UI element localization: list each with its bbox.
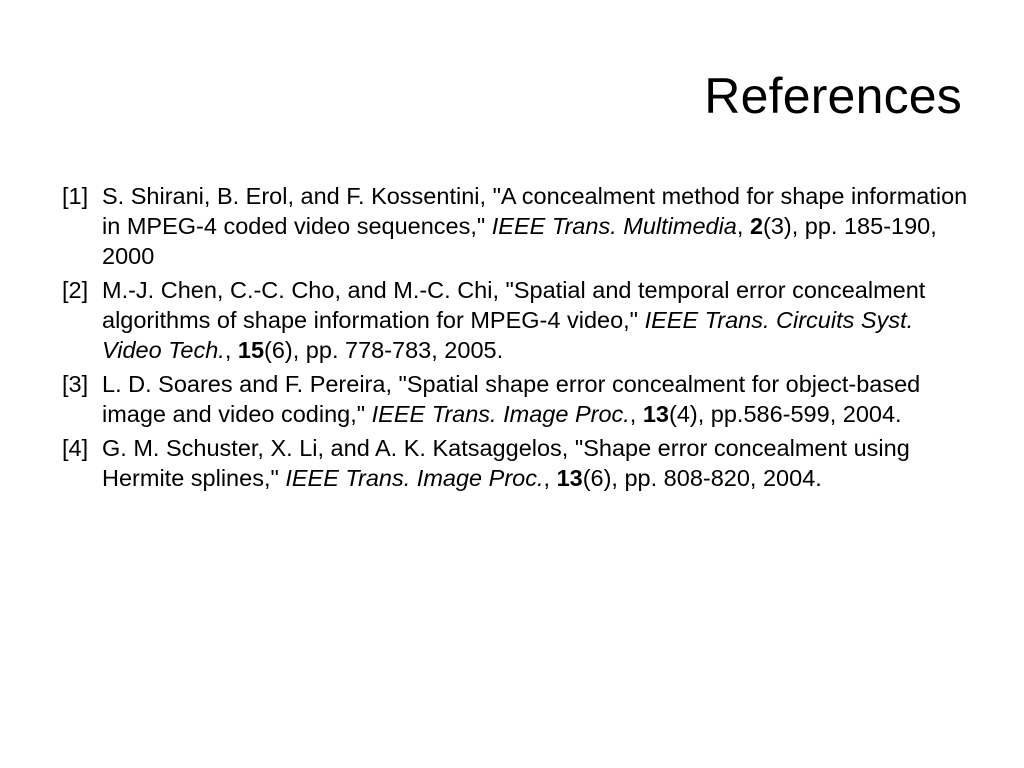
reference-item: [62, 369, 972, 429]
reference-separator: ,: [543, 465, 557, 491]
reference-separator: ,: [736, 213, 750, 239]
reference-item: [62, 275, 972, 365]
reference-paper-title: "Spatial shape error concealment for object-based image and video coding,": [102, 371, 921, 427]
reference-number: [1]: [62, 183, 89, 209]
reference-authors: M.-J. Chen, C.-C. Cho, and M.-C. Chi,: [102, 277, 506, 303]
reference-authors: L. D. Soares and F. Pereira,: [102, 371, 399, 397]
reference-journal: IEEE Trans. Multimedia: [491, 213, 737, 239]
reference-number: [3]: [62, 371, 89, 397]
reference-paper-title: "Spatial and temporal error concealment algorithms of shape information for MPEG-4 video,": [102, 277, 926, 333]
reference-text: [102, 277, 925, 363]
reference-authors: S. Shirani, B. Erol, and F. Kossentini,: [102, 183, 493, 209]
reference-paper-title: "A concealment method for shape information in MPEG-4 coded video sequences,": [102, 183, 968, 239]
reference-number: [2]: [62, 277, 89, 303]
reference-separator: ,: [224, 337, 238, 363]
reference-text: [102, 183, 967, 269]
reference-item: [62, 433, 972, 493]
reference-volume: 13: [642, 401, 669, 427]
reference-details: (3), pp. 185-190, 2000: [102, 213, 937, 269]
reference-volume: 15: [237, 337, 265, 363]
reference-text: [102, 435, 910, 491]
reference-number: [4]: [62, 435, 89, 461]
reference-details: (4), pp.586-599, 2004.: [669, 401, 902, 427]
reference-list: [62, 181, 972, 497]
reference-details: (6), pp. 808-820, 2004.: [582, 465, 822, 491]
reference-paper-title: "Shape error concealment using Hermite splines,": [102, 435, 910, 491]
reference-authors: G. M. Schuster, X. Li, and A. K. Katsaggelos,: [102, 435, 575, 461]
reference-separator: ,: [629, 401, 643, 427]
reference-journal: IEEE Trans. Image Proc.: [285, 465, 544, 491]
reference-text: [102, 371, 920, 427]
reference-details: (6), pp. 778-783, 2005.: [264, 337, 504, 363]
reference-volume: 13: [556, 465, 583, 491]
reference-item: [62, 181, 972, 271]
reference-journal: IEEE Trans. Circuits Syst. Video Tech.: [102, 307, 914, 363]
reference-volume: 2: [749, 213, 764, 239]
slide-title: References: [704, 68, 962, 124]
reference-journal: IEEE Trans. Image Proc.: [371, 401, 630, 427]
